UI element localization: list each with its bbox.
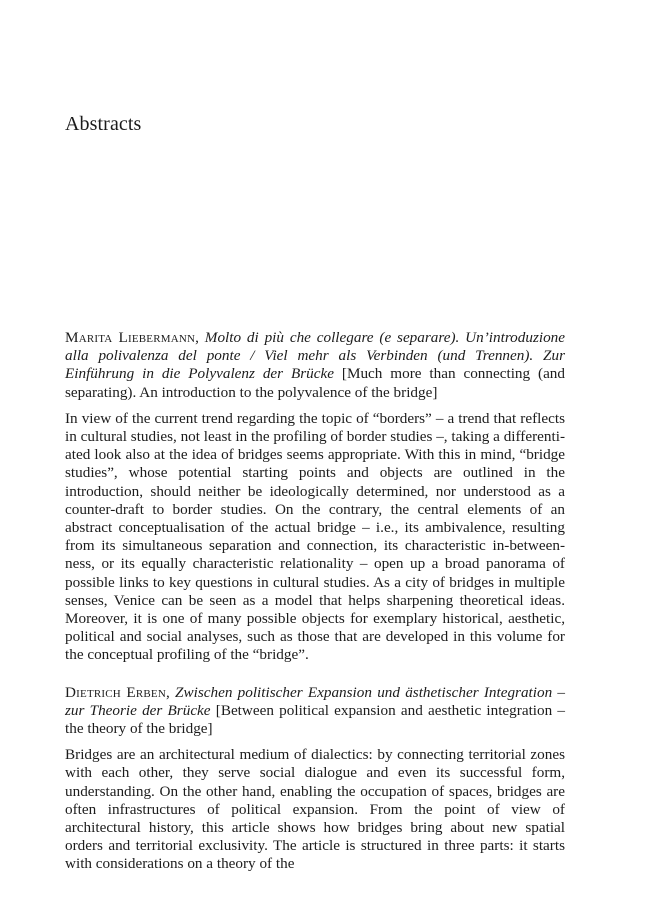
- abstract-body: Bridges are an architectural medium of dialectics: by connecting territorial zones with each other, they serve social dialogue and even its successful form, understanding. On the other hand, enabling the occupation of spaces, bridges are often infrastructures of political expansion. From the point of view of architectural history, this article shows how bridges bring about new spatial orders and territorial exclusivity. The article is structured in three parts: it starts with considerations on a theory of the: [65, 746, 565, 873]
- title-translation: [Much more than connecting (and separating). An introduction to the polyvalence of the bridge]: [65, 365, 565, 401]
- article-title: Molto di più che collegare (e separare). Un’introduzione alla polivalenza del ponte / Viel mehr als Verbinden (und Trennen). Zur Einführung in die Polyvalenz der Brücke: [65, 329, 565, 383]
- abstracts-list: [65, 329, 565, 874]
- author-name: Marita Liebermann: [65, 329, 196, 346]
- author-separator: ,: [166, 683, 176, 701]
- author-separator: ,: [195, 329, 205, 346]
- title-translation: [Between political expansion and aesthetic integration – the theory of the bridge]: [65, 701, 565, 738]
- article-title: Zwischen politischer Expansion und ästhetischer Integration – zur Theorie der Brücke: [65, 683, 565, 719]
- abstract-entry-erben: [65, 684, 565, 874]
- page-title: Abstracts: [65, 113, 142, 135]
- abstract-body: In view of the current trend regarding the topic of “borders” – a trend that reflects in cultural studies, not least in the profiling of border studies –, taking a differentiated look also at the idea of bridges seems appropriate. With this in mind, “bridge studies”, whose potential starting points and objects are outlined in the introduction, should neither be ideologically determined, nor understood as a counter-draft to border studies. On the contrary, the central elements of an abstract conceptualisation of the actual bridge – i.e., its ambivalence, resulting from its simultaneous separation and connection, its characteristic in-between-ness, or its equally characteristic relationality – open up a broad panorama of possible links to key questions in cultural studies. As a city of bridges in multiple senses, Venice can be seen as a model that helps sharpening theoretical ideas. Moreover, it is one of many possible objects for exemplary historical, aesthetic, political and social analyses, such as those that are developed in this volume for the conceptual profiling of the “bridge”.: [65, 409, 565, 664]
- abstract-heading: [65, 684, 565, 739]
- abstract-entry-liebermann: [65, 329, 565, 665]
- author-name: Dietrich Erben: [65, 683, 166, 701]
- abstract-heading: [65, 329, 565, 402]
